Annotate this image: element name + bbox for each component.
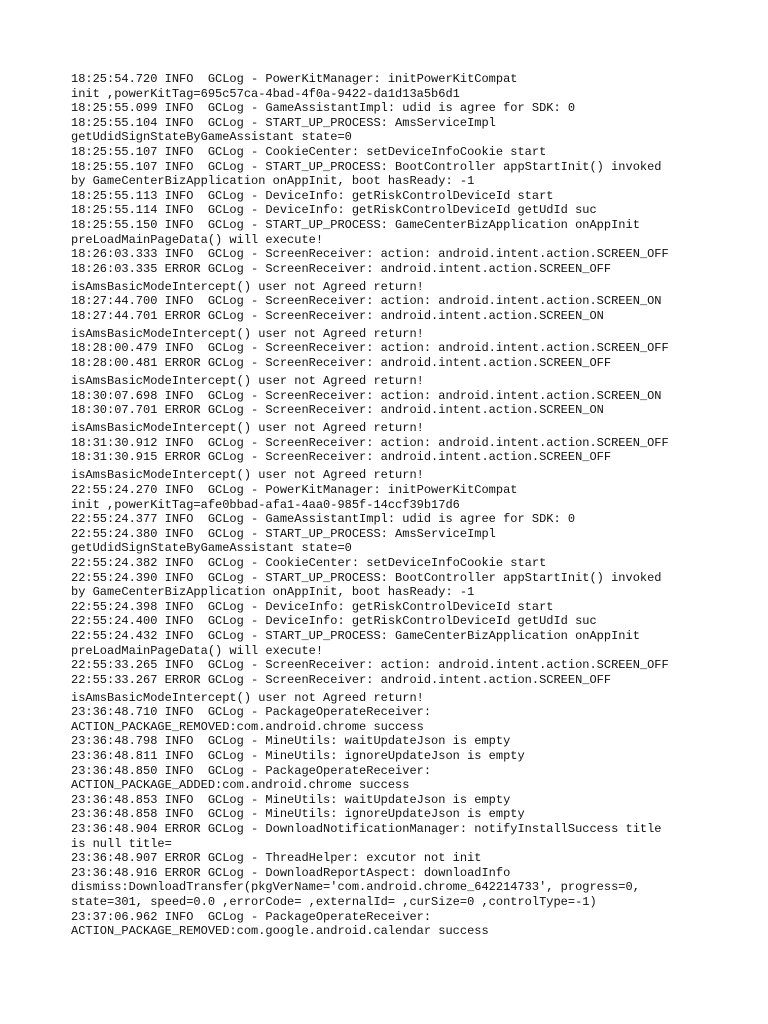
log-line: preLoadMainPageData() will execute! <box>71 232 324 247</box>
log-line: 23:36:48.853 INFO GCLog - MineUtils: waitUpdateJson is empty <box>71 792 511 807</box>
log-line: 23:36:48.907 ERROR GCLog - ThreadHelper: excutor not init <box>71 851 482 866</box>
log-line: isAmsBasicModeIntercept() user not Agreed return! <box>71 468 424 483</box>
log-line: getUdidSignStateByGameAssistant state=0 <box>71 541 352 556</box>
log-line: ACTION_PACKAGE_REMOVED:com.google.android.calendar success <box>71 924 489 939</box>
log-line: 18:26:03.333 INFO GCLog - ScreenReceiver: action: android.intent.action.SCREEN_OFF <box>71 247 669 262</box>
log-line: 18:26:03.335 ERROR GCLog - ScreenReceiver: android.intent.action.SCREEN_OFF <box>71 261 612 276</box>
log-line: 23:36:48.850 INFO GCLog - PackageOperateReceiver: <box>71 763 432 778</box>
log-line: 23:36:48.916 ERROR GCLog - DownloadReportAspect: downloadInfo <box>71 865 511 880</box>
log-line: init ,powerKitTag=695c57ca-4bad-4f0a-9422-da1d13a5b6d1 <box>71 86 460 101</box>
log-line: 18:25:55.099 INFO GCLog - GameAssistantImpl: udid is agree for SDK: 0 <box>71 101 576 116</box>
log-line: 22:55:24.398 INFO GCLog - DeviceInfo: getRiskControlDeviceId start <box>71 599 554 614</box>
log-line: state=301, speed=0.0 ,errorCode= ,externalId= ,curSize=0 ,controlType=-1) <box>71 895 597 909</box>
log-line: ACTION_PACKAGE_REMOVED:com.android.chrome success <box>71 719 424 734</box>
log-line: 22:55:24.382 INFO GCLog - CookieCenter: setDeviceInfoCookie start <box>71 555 547 570</box>
log-line: 23:36:48.811 INFO GCLog - MineUtils: ignoreUpdateJson is empty <box>71 749 525 764</box>
log-line: 23:36:48.798 INFO GCLog - MineUtils: waitUpdateJson is empty <box>71 734 511 749</box>
log-line: 18:27:44.701 ERROR GCLog - ScreenReceiver: android.intent.action.SCREEN_ON <box>71 308 604 323</box>
log-line: preLoadMainPageData() will execute! <box>71 643 324 658</box>
log-line: 18:25:55.113 INFO GCLog - DeviceInfo: getRiskControlDeviceId start <box>71 188 554 203</box>
log-line: getUdidSignStateByGameAssistant state=0 <box>71 130 352 145</box>
log-line: 22:55:24.390 INFO GCLog - START_UP_PROCESS: BootController appStartInit() invoked <box>71 570 662 585</box>
log-line: 22:55:33.265 INFO GCLog - ScreenReceiver: action: android.intent.action.SCREEN_OFF <box>71 658 669 673</box>
log-line: dismiss:DownloadTransfer(pkgVerName='com.android.chrome_642214733', progress=0, <box>71 880 640 895</box>
log-line: 18:25:55.114 INFO GCLog - DeviceInfo: getRiskControlDeviceId getUdId suc <box>71 203 597 218</box>
log-line: 22:55:24.380 INFO GCLog - START_UP_PROCESS: AmsServiceImpl <box>71 526 496 541</box>
log-line: 22:55:24.270 INFO GCLog - PowerKitManager: initPowerKitCompat <box>71 482 518 497</box>
log-line: 23:36:48.858 INFO GCLog - MineUtils: ignoreUpdateJson is empty <box>71 807 525 822</box>
log-text-block <box>71 72 711 939</box>
log-line: isAmsBasicModeIntercept() user not Agreed return! <box>71 326 424 341</box>
log-line: init ,powerKitTag=afe0bbad-afa1-4aa0-985f-14ccf39b17d6 <box>71 497 460 512</box>
log-line: ACTION_PACKAGE_ADDED:com.android.chrome success <box>71 778 410 793</box>
log-line: 22:55:24.377 INFO GCLog - GameAssistantImpl: udid is agree for SDK: 0 <box>71 512 576 527</box>
log-line: 22:55:33.267 ERROR GCLog - ScreenReceiver: android.intent.action.SCREEN_OFF <box>71 672 612 687</box>
log-line: 18:31:30.912 INFO GCLog - ScreenReceiver: action: android.intent.action.SCREEN_OFF <box>71 435 669 450</box>
log-line: is null title= <box>71 836 172 851</box>
log-line: 18:25:55.104 INFO GCLog - START_UP_PROCESS: AmsServiceImpl <box>71 115 496 130</box>
log-line: 18:31:30.915 ERROR GCLog - ScreenReceiver: android.intent.action.SCREEN_OFF <box>71 450 612 465</box>
log-line: 23:36:48.904 ERROR GCLog - DownloadNotificationManager: notifyInstallSuccess title <box>71 822 662 837</box>
log-line: 18:30:07.698 INFO GCLog - ScreenReceiver: action: android.intent.action.SCREEN_ON <box>71 388 662 403</box>
log-line: isAmsBasicModeIntercept() user not Agreed return! <box>71 374 424 389</box>
log-line: by GameCenterBizApplication onAppInit, boot hasReady: -1 <box>71 585 475 600</box>
log-line: isAmsBasicModeIntercept() user not Agreed return! <box>71 690 424 705</box>
log-line: by GameCenterBizApplication onAppInit, boot hasReady: -1 <box>71 174 475 189</box>
log-line: 18:27:44.700 INFO GCLog - ScreenReceiver: action: android.intent.action.SCREEN_ON <box>71 294 662 309</box>
log-line: 18:28:00.481 ERROR GCLog - ScreenReceiver: android.intent.action.SCREEN_OFF <box>71 356 612 371</box>
log-line: 18:25:55.150 INFO GCLog - START_UP_PROCESS: GameCenterBizApplication onAppInit <box>71 217 640 232</box>
log-line: 18:25:55.107 INFO GCLog - CookieCenter: setDeviceInfoCookie start <box>71 144 547 159</box>
log-line: 18:25:55.107 INFO GCLog - START_UP_PROCESS: BootController appStartInit() invoked <box>71 159 662 174</box>
log-line: isAmsBasicModeIntercept() user not Agreed return! <box>71 279 424 294</box>
log-line: 18:25:54.720 INFO GCLog - PowerKitManager: initPowerKitCompat <box>71 72 518 86</box>
log-line: 18:28:00.479 INFO GCLog - ScreenReceiver: action: android.intent.action.SCREEN_OFF <box>71 341 669 356</box>
log-line: 23:36:48.710 INFO GCLog - PackageOperateReceiver: <box>71 705 432 720</box>
log-line: 18:30:07.701 ERROR GCLog - ScreenReceiver: android.intent.action.SCREEN_ON <box>71 403 604 418</box>
log-line: 22:55:24.432 INFO GCLog - START_UP_PROCESS: GameCenterBizApplication onAppInit <box>71 628 640 643</box>
log-line: isAmsBasicModeIntercept() user not Agreed return! <box>71 421 424 436</box>
log-line: 23:37:06.962 INFO GCLog - PackageOperateReceiver: <box>71 909 432 924</box>
log-line: 22:55:24.400 INFO GCLog - DeviceInfo: getRiskControlDeviceId getUdId suc <box>71 614 597 629</box>
